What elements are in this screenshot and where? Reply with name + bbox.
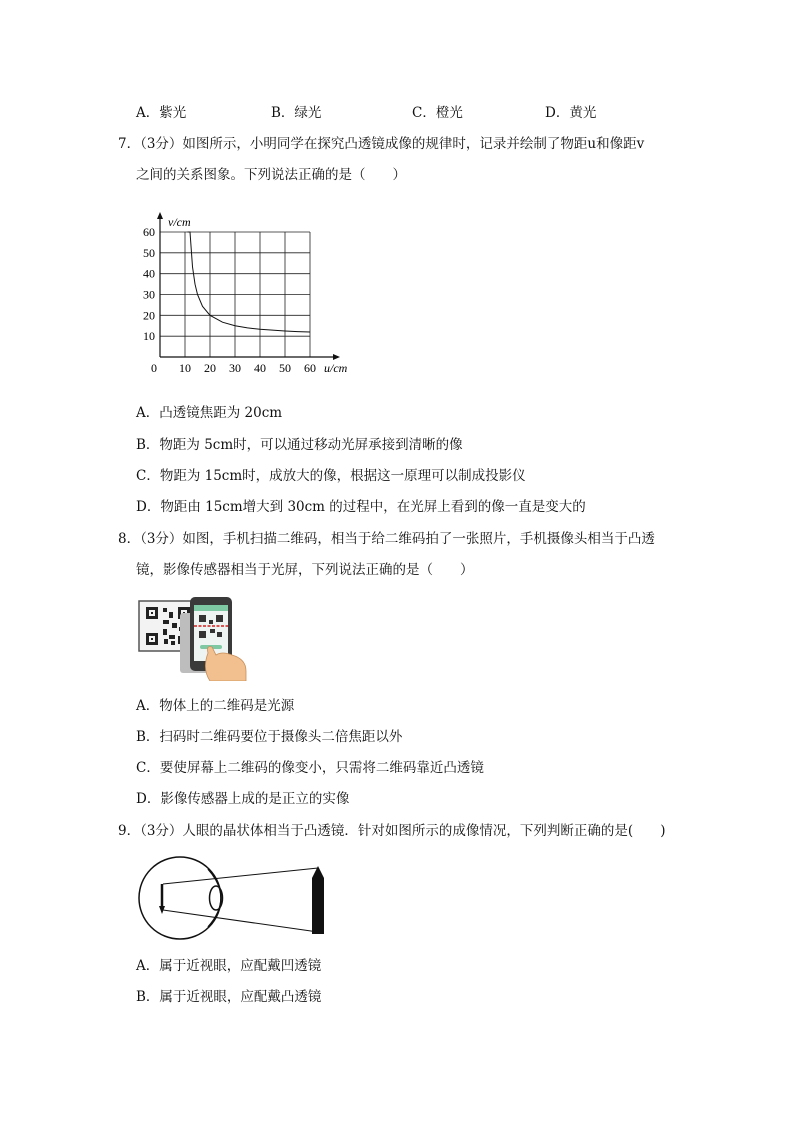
x-tick-label: 40 [254, 361, 266, 375]
q7-uv-chart [136, 200, 366, 384]
q9-option-a: A．属于近视眼，应配戴凹透镜 [136, 958, 322, 974]
x-tick-label: 50 [279, 361, 291, 375]
q7-option-d: D．物距由 15cm增大到 30cm 的过程中，在光屏上看到的像一直是变大的 [136, 499, 586, 515]
q7-stem-line1: 7．（3分）如图所示，小明同学在探究凸透镜成像的规律时，记录并绘制了物距u和像距v [118, 136, 645, 152]
q8-stem-line1: 8．（3分）如图，手机扫描二维码，相当于给二维码拍了一张照片，手机摄像头相当于凸透 [118, 531, 655, 547]
chart-curve [188, 232, 311, 332]
q8-option-b: B．扫码时二维码要位于摄像头二倍焦距以外 [136, 729, 403, 745]
q7-option-a: A．凸透镜焦距为 20cm [136, 405, 283, 421]
q9-eye-diagram [136, 852, 336, 948]
chart-ticks [143, 225, 316, 375]
uv-curve-line [188, 232, 311, 332]
x-tick-label: 20 [204, 361, 216, 375]
q8-option-a: A．物体上的二维码是光源 [136, 698, 295, 714]
x-axis-arrow [333, 354, 340, 360]
q6-option-a: A．紫光 [136, 105, 187, 121]
y-tick-label: 40 [143, 266, 155, 281]
chart-axes [157, 212, 348, 375]
q8-stem-line2: 镜，影像传感器相当于光屏，下列说法正确的是（ ） [136, 562, 474, 578]
y-tick-label: 30 [143, 287, 155, 302]
origin-label: 0 [151, 361, 157, 375]
ray-bottom [163, 910, 318, 932]
q8-option-c: C．要使屏幕上二维码的像变小，只需将二维码靠近凸透镜 [136, 760, 484, 776]
pencil-icon [312, 866, 324, 934]
x-axis-label: u/cm [324, 361, 348, 375]
chart-grid [160, 232, 310, 357]
q7-stem-line2: 之间的关系图象。下列说法正确的是（ ） [136, 167, 406, 183]
q6-option-d: D．黄光 [545, 105, 597, 121]
x-tick-label: 30 [229, 361, 241, 375]
y-tick-label: 50 [143, 245, 155, 260]
q8-option-d: D．影像传感器上成的是正立的实像 [136, 791, 350, 807]
uv-chart-svg [136, 200, 366, 380]
q9-stem: 9．（3分）人眼的晶状体相当于凸透镜．针对如图所示的成像情况，下列判断正确的是( ) [118, 823, 666, 839]
ray-top [163, 868, 318, 884]
q7-option-b: B．物距为 5cm时，可以通过移动光屏承接到清晰的像 [136, 437, 463, 453]
x-tick-label: 60 [304, 361, 316, 375]
x-tick-label: 10 [179, 361, 191, 375]
y-axis-label: v/cm [168, 215, 191, 229]
q7-option-c: C．物距为 15cm时，成放大的像，根据这一原理可以制成投影仪 [136, 468, 526, 484]
y-tick-label: 20 [143, 308, 155, 323]
q6-option-b: B．绿光 [271, 105, 322, 121]
y-tick-label: 10 [143, 329, 155, 344]
q9-option-b: B．属于近视眼，应配戴凸透镜 [136, 989, 322, 1005]
q8-qr-phone-figure [136, 593, 251, 685]
y-axis-arrow [157, 212, 163, 219]
y-tick-label: 60 [143, 225, 155, 239]
q6-option-c: C．橙光 [412, 105, 463, 121]
